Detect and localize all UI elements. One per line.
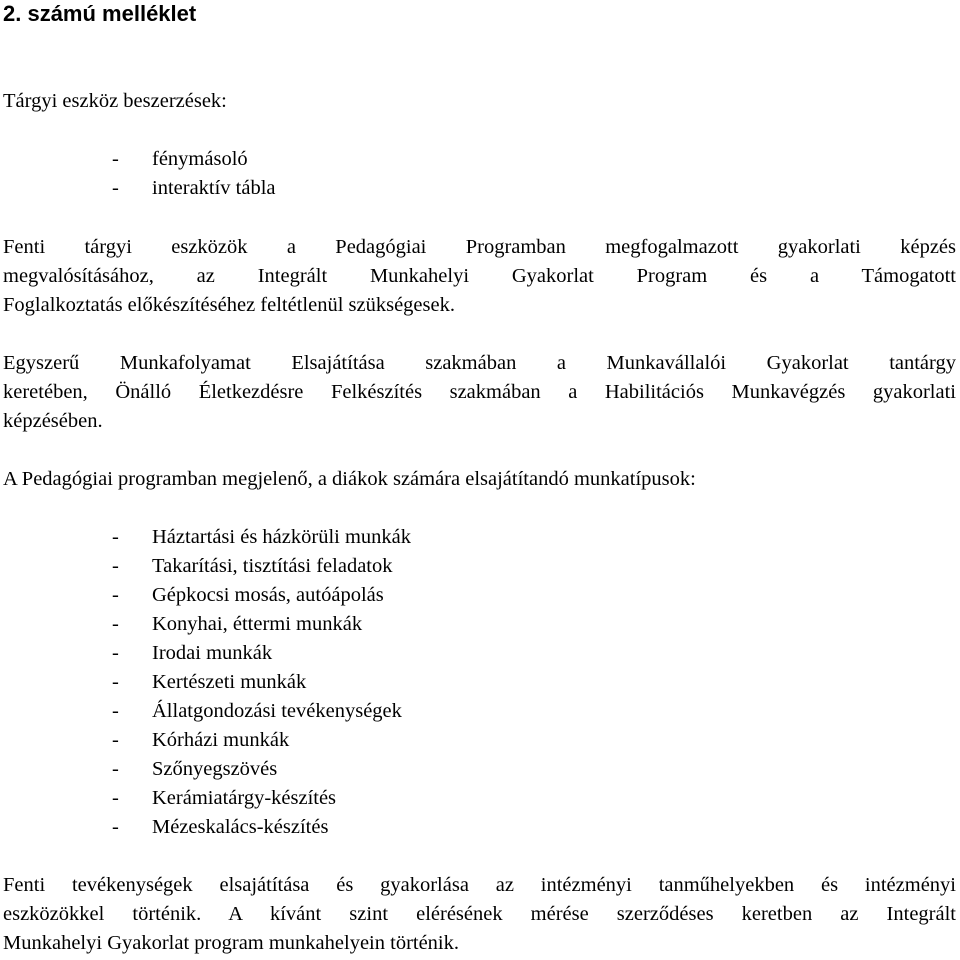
list-item-text: Konyhai, éttermi munkák xyxy=(152,613,363,635)
list-item xyxy=(112,523,411,552)
list-dash: - xyxy=(112,526,119,548)
list-item-text: Mézeskalács-készítés xyxy=(152,816,329,838)
list-dash: - xyxy=(112,148,119,170)
list-dash: - xyxy=(112,700,119,722)
list-item-text: interaktív tábla xyxy=(152,177,276,199)
paragraph-line: megvalósításához, az Integrált Munkahelyi Gyakorlat Program és a Támogatott xyxy=(3,265,956,287)
list-item-text: Kertészeti munkák xyxy=(152,671,307,693)
list-item xyxy=(112,581,384,610)
list-item xyxy=(112,668,306,697)
list-dash: - xyxy=(112,816,119,838)
list-dash: - xyxy=(112,729,119,751)
list-item xyxy=(112,610,362,639)
list-dash: - xyxy=(112,758,119,780)
list-dash: - xyxy=(112,555,119,577)
list-dash: - xyxy=(112,671,119,693)
paragraph-line: Foglalkoztatás előkészítéséhez feltétlenül szükségesek. xyxy=(3,294,455,316)
list-item xyxy=(112,813,328,842)
list-dash: - xyxy=(112,642,119,664)
list-item xyxy=(112,726,289,755)
list-item-text: Szőnyegszövés xyxy=(152,758,278,780)
paragraph-line: keretében, Önálló Életkezdésre Felkészítés szakmában a Habilitációs Munkavégzés gyakorlati xyxy=(3,381,956,403)
list-item xyxy=(112,755,277,784)
list-item-text: Takarítási, tisztítási feladatok xyxy=(152,555,393,577)
list-item-text: Háztartási és házkörüli munkák xyxy=(152,526,412,548)
paragraph-line: Fenti tevékenységek elsajátítása és gyakorlása az intézményi tanműhelyekben és intézményi xyxy=(3,874,956,896)
list-item xyxy=(112,697,402,726)
list-dash: - xyxy=(112,787,119,809)
paragraph-line: képzésében. xyxy=(3,410,103,432)
list-item-text: Kórházi munkák xyxy=(152,729,290,751)
list-item-text: Gépkocsi mosás, autóápolás xyxy=(152,584,384,606)
list-item-text: fénymásoló xyxy=(152,148,248,170)
list-item xyxy=(112,552,393,581)
list-item xyxy=(112,145,248,174)
list-dash: - xyxy=(112,177,119,199)
list-dash: - xyxy=(112,613,119,635)
list-item xyxy=(112,639,272,668)
paragraph-line: eszközökkel történik. A kívánt szint elérésének mérése szerződéses keretben az Integrált xyxy=(3,903,956,925)
list-item-text: Kerámiatárgy-készítés xyxy=(152,787,337,809)
paragraph-line: Fenti tárgyi eszközök a Pedagógiai Programban megfogalmazott gyakorlati képzés xyxy=(3,236,956,258)
paragraph-line: Egyszerű Munkafolyamat Elsajátítása szakmában a Munkavállalói Gyakorlat tantárgy xyxy=(3,352,956,374)
list-dash: - xyxy=(112,584,119,606)
list-item-text: Irodai munkák xyxy=(152,642,273,664)
paragraph-line: Munkahelyi Gyakorlat program munkahelyein történik. xyxy=(3,932,460,954)
list-item xyxy=(112,174,276,203)
list-item-text: Állatgondozási tevékenységek xyxy=(152,700,402,722)
list-item xyxy=(112,784,336,813)
section-subtitle: Tárgyi eszköz beszerzések: xyxy=(3,90,227,112)
paragraph-3: A Pedagógiai programban megjelenő, a diákok számára elsajátítandó munkatípusok: xyxy=(3,468,696,490)
annex-heading: 2. számú melléklet xyxy=(3,1,197,26)
